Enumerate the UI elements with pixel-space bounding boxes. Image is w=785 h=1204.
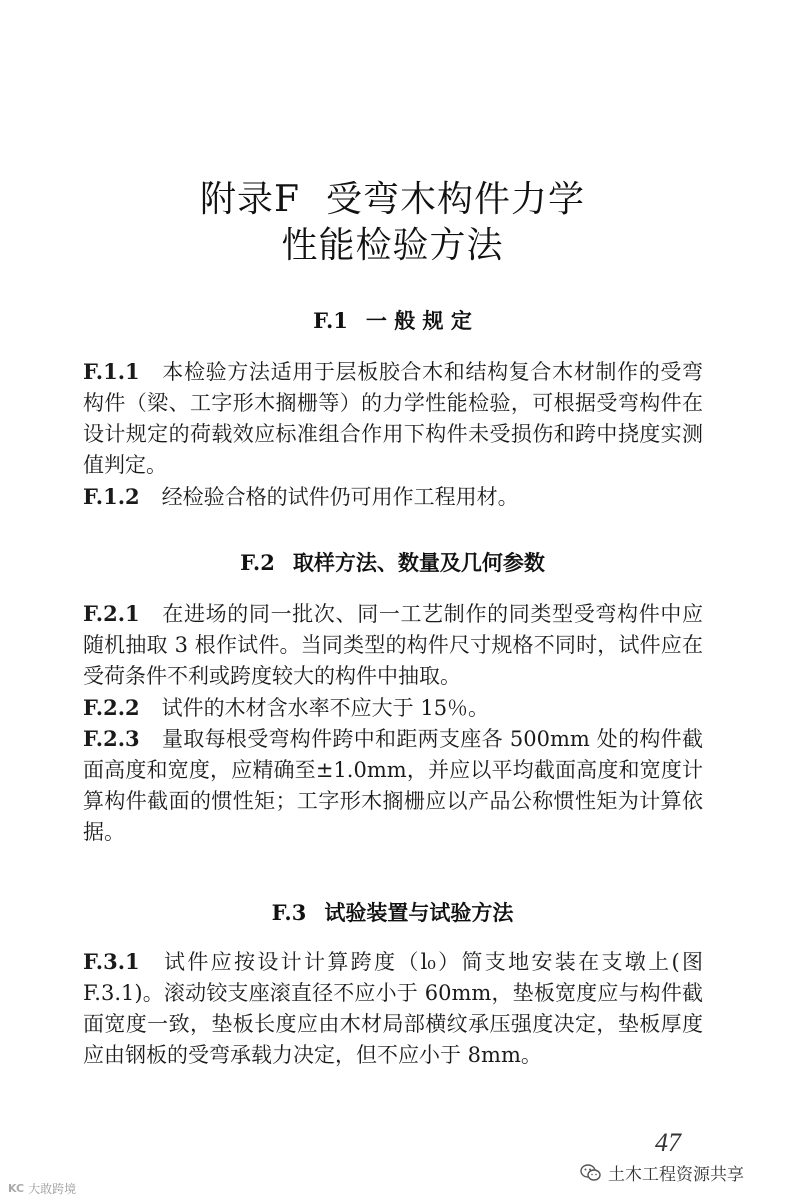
clause-number: F.2.1	[83, 601, 140, 626]
clause-number: F.1.2	[83, 484, 140, 509]
clause-f-2-1	[83, 598, 703, 692]
section-number: F.2	[240, 550, 275, 575]
brand-logo-icon: KC	[8, 1182, 25, 1195]
clause-number: F.1.1	[83, 359, 140, 384]
clause-text: 量取每根受弯构件跨中和距两支座各 500mm 处的构件截面高度和宽度，应精确至±1.0mm，并应以平均截面高度和宽度计算构件截面的惯性矩；工字形木搁栅应以产品公称惯性矩为计算依据。	[83, 727, 703, 844]
clause-text: 经检验合格的试件仍可用作工程用材。	[161, 485, 519, 509]
watermark-source-text: 土木工程资源共享	[608, 1165, 744, 1185]
wechat-icon	[580, 1163, 602, 1183]
section-heading-f3	[0, 898, 785, 928]
appendix-title-line2: 性能检验方法	[281, 225, 504, 266]
watermark-brand	[8, 1180, 76, 1197]
clause-f-2-3	[83, 723, 703, 848]
appendix-title-text: 受弯木构件力学	[325, 179, 585, 220]
clause-f-1-1	[83, 356, 703, 481]
section-number: F.3	[271, 900, 307, 925]
section-heading-f1	[0, 306, 785, 336]
section-title: 取样方法、数量及几何参数	[292, 551, 545, 575]
clause-f-2-2	[83, 692, 703, 724]
section-heading-f2	[0, 548, 785, 578]
clause-text: 试件的木材含水率不应大于 15％。	[161, 696, 490, 720]
section-title: 一 般 规 定	[365, 309, 472, 333]
watermark-brand-text: 大敢跨境	[28, 1182, 77, 1196]
clause-text: 本检验方法适用于层板胶合木和结构复合木材制作的受弯构件（梁、工字形木搁栅等）的力学性能检验，可根据受弯构件在设计规定的荷载效应标准组合作用下构件未受损伤和跨中挠度实测值判定。	[83, 360, 703, 477]
appendix-label: 附录F	[200, 179, 300, 220]
clause-number: F.2.3	[83, 726, 140, 751]
clause-number: F.3.1	[83, 949, 140, 974]
appendix-title-line1	[0, 178, 785, 222]
page-number: 47	[655, 1128, 681, 1157]
clause-f-3-1	[83, 946, 703, 1071]
section-title: 试验装置与试验方法	[324, 901, 514, 925]
clause-f-1-2	[83, 481, 703, 513]
clause-text: 试件应按设计计算跨度（l₀）简支地安装在支墩上(图 F.3.1)。滚动铰支座滚直径不应小于 60mm，垫板宽度应与构件截面宽度一致，垫板长度应由木材局部横纹承压强度决定，垫板厚度应由钢板的受弯承载力决定，但不应小于 8mm。	[83, 950, 703, 1067]
section-number: F.1	[313, 308, 348, 333]
clause-number: F.2.2	[83, 695, 140, 720]
clause-text: 在进场的同一批次、同一工艺制作的同类型受弯构件中应随机抽取 3 根作试件。当同类型的构件尺寸规格不同时，试件应在受荷条件不利或跨度较大的构件中抽取。	[83, 602, 703, 688]
watermark-source	[580, 1160, 744, 1185]
